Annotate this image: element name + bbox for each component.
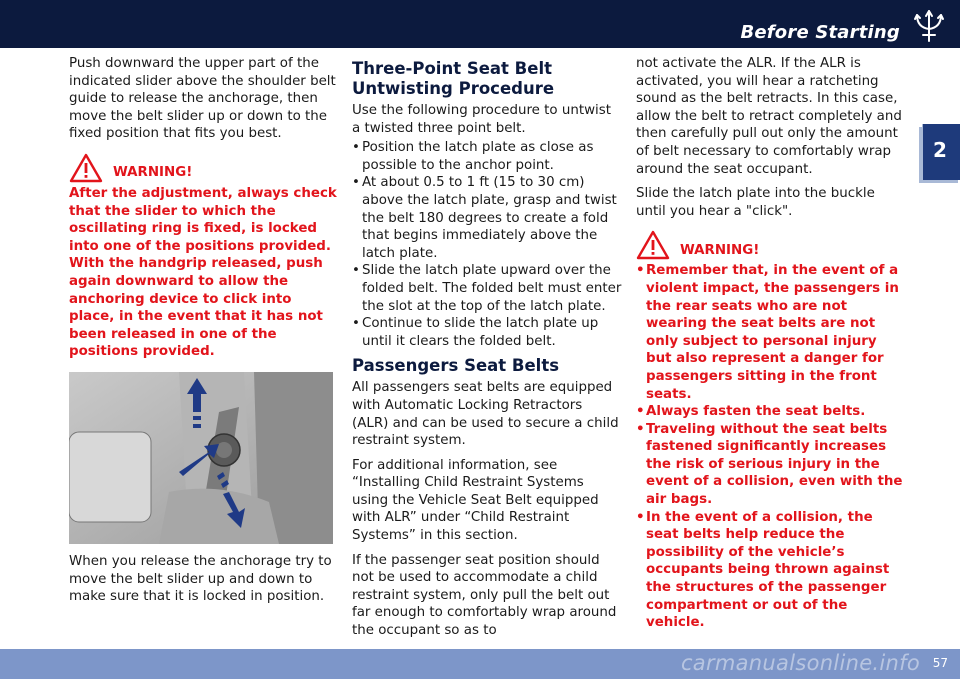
alr-paragraph: All passengers seat belts are equipped with Automatic Locking Retractors (ALR) and can be used to secure a child restraint system. [352, 380, 619, 449]
list-item: • Continue to slide the latch plate up until it clears the folded belt. [352, 315, 622, 350]
chapter-tab[interactable] [922, 124, 960, 180]
release-check-text: When you release the anchorage try to move the belt slider up and down to make sure that it is locked in position. [69, 553, 332, 605]
watermark-text: carmanualsonline.info [680, 651, 920, 675]
untwisting-intro: Use the following procedure to untwist a twisted three point belt. [352, 103, 611, 136]
passengers-seat-belts-heading: Passengers Seat Belts [352, 356, 560, 376]
seat-belt-slider-figure [69, 372, 333, 544]
untwisting-heading: Three-Point Seat Belt Untwisting Procedure [352, 59, 555, 98]
footer-bar [0, 649, 960, 679]
warning-title-2: WARNING! [680, 242, 760, 258]
section-title: Before Starting [740, 22, 900, 43]
list-item: • Traveling without the seat belts fastened significantly increases the risk of serious injury in the event of a collision, even with the air bags. [636, 421, 906, 509]
passenger-seat-paragraph: If the passenger seat position should not be used to accommodate a child restraint system, only pull the belt out far enough to comfortably wrap around the occupant so as to [352, 552, 617, 639]
header-bar [0, 0, 960, 48]
list-item: • Position the latch plate as close as possible to the anchor point. [352, 139, 622, 174]
chapter-number: 2 [933, 138, 947, 162]
column-2 [352, 55, 622, 647]
column-1 [69, 55, 337, 613]
untwisting-steps [352, 139, 622, 350]
warning-header-2 [636, 230, 906, 260]
additional-info-paragraph: For additional information, see “Installing Child Restraint Systems using the Vehicle Seat Belt equipped with ALR” under “Child Restraint Systems” in this section. [352, 457, 599, 544]
warning-header [69, 153, 337, 183]
warning-triangle-icon [69, 153, 103, 183]
trident-logo-icon [912, 8, 946, 44]
column-3 [636, 55, 906, 638]
list-item: • Slide the latch plate upward over the folded belt. The folded belt must enter the slot at the top of the latch plate. [352, 262, 622, 315]
warning-triangle-icon [636, 230, 670, 260]
list-item: • Remember that, in the event of a violent impact, the passengers in the rear seats who are not wearing the seat belts are not only subject to personal injury but also represent a danger for passengers sitting in the front seats. [636, 262, 906, 403]
list-item: • Always fasten the seat belts. [636, 403, 906, 421]
page-number: 57 [932, 656, 948, 670]
warning-text: After the adjustment, always check that the slider to which the oscillating ring is fixed, is locked into one of the positions provided. With the handgrip released, push again downward to allow the anchoring device to click into place, in the event that it has not been released in one of the positions provided. [69, 185, 337, 360]
latch-click-paragraph: Slide the latch plate into the buckle until you hear a "click". [636, 186, 875, 219]
warning-title: WARNING! [113, 165, 193, 181]
passenger-warnings [636, 262, 906, 631]
list-item: • In the event of a collision, the seat belts help reduce the possibility of the vehicle’s occupants being thrown against the structures of the passenger compartment or out of the vehicle. [636, 509, 906, 632]
alr-continued-paragraph: not activate the ALR. If the ALR is activated, you will hear a ratcheting sound as the belt retracts. In this case, allow the belt to retract completely and then carefully pull out only the amount of belt necessary to comfortably wrap around the seat occupant. [636, 56, 902, 177]
slider-intro-text: Push downward the upper part of the indicated slider above the shoulder belt guide to release the anchorage, then move the belt slider up or down to the fixed position that fits you best. [69, 56, 336, 142]
list-item: • At about 0.5 to 1 ft (15 to 30 cm) above the latch plate, grasp and twist the belt 180 degrees to create a fold that begins immediately above the latch plate. [352, 174, 622, 262]
